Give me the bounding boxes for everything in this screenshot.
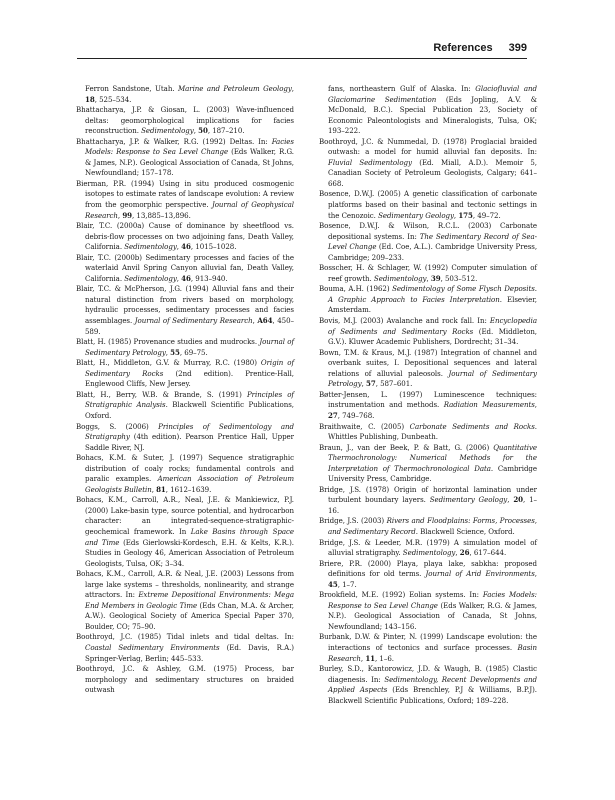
reference-source-title: Extreme Depositional Environments: Mega End Members in Geologic Time xyxy=(85,590,294,610)
reference-source-title: Sedimentology, Recent Developments and Applied Aspects xyxy=(328,674,537,695)
reference-entry xyxy=(76,84,294,105)
reference-source-title: Journal of Arid Environments xyxy=(425,569,535,579)
reference-text: Bosence, D.W.J. & Wilson, R.C.L. (2003) Carbonate depositional systems. In: xyxy=(319,221,537,241)
references-left-column xyxy=(76,84,294,696)
reference-text: Bosscher, H. & Schlager, W. (1992) Computer simulation of reef growth. xyxy=(319,263,537,283)
reference-entry xyxy=(319,538,537,559)
reference-text: (4th edition). Pearson Prentice Hall, Upper Saddle River, NJ. xyxy=(85,432,294,452)
reference-text: Bown, T.M. & Kraus, M.J. (1987) Integration of channel and overbank suites, I. Depositional sequences and lateral relations of alluvial paleosols. xyxy=(319,347,537,378)
reference-entry xyxy=(76,495,294,569)
reference-text: , xyxy=(193,126,199,136)
reference-entry xyxy=(319,284,537,316)
reference-source-title: Encyclopedia of Sediments and Sedimentary Rocks xyxy=(328,316,537,336)
reference-text: . Elsevier, Amsterdam. xyxy=(328,294,537,315)
reference-text: Boothroyd, J.C. & Nummedal, D. (1978) Proglacial braided outwash: a model for humid alluvial fan deposits. In: xyxy=(319,136,537,157)
reference-text: (2nd edition). Prentice-Hall, Englewood Cliffs, New Jersey. xyxy=(85,368,294,389)
reference-source-title: Rivers and Floodplains: Forms, Processes, and Sedimentary Record xyxy=(328,516,537,536)
reference-source-title: Sedimentology xyxy=(402,548,456,558)
reference-volume: 45 xyxy=(328,579,338,589)
reference-text: , xyxy=(507,495,514,505)
reference-entry xyxy=(319,664,537,706)
reference-entry xyxy=(319,422,537,443)
reference-entry xyxy=(76,179,294,221)
reference-text: Bohacs, K.M., Carroll, A.R. & Neal, J.E. (2003) Lessons from large lake systems – thresholds, nonlinearity, and strange attractors. In: xyxy=(76,569,294,600)
reference-text: , xyxy=(151,484,157,494)
running-head-text xyxy=(433,42,527,54)
reference-entry xyxy=(76,390,294,422)
reference-text: , 525–534. xyxy=(94,94,132,104)
reference-text: Bridge, J.S. (1978) Origin of horizontal lamination under turbulent boundary layers. xyxy=(319,484,537,505)
reference-entry xyxy=(319,559,537,591)
reference-text: Bohacs, K.M. & Suter, J. (1997) Sequence stratigraphic distribution of coaly rocks; fundamental controls and paralic examples. xyxy=(76,453,294,484)
reference-entry xyxy=(319,390,537,422)
reference-entry xyxy=(76,422,294,454)
reference-entry xyxy=(319,348,537,390)
reference-entry xyxy=(319,189,537,221)
reference-text: , 913–940. xyxy=(190,273,228,283)
reference-text: (Eds Walker, R.G. & James, N.P.). Geological Association of Canada, St Johns, Newfoundland; 157–178. xyxy=(85,147,294,178)
reference-entry xyxy=(319,263,537,284)
reference-text: (Ed. Coe, A.L.). Cambridge University Press, Cambridge; 209–233. xyxy=(328,242,538,262)
reference-entry xyxy=(319,443,537,485)
reference-text: , 503–512. xyxy=(440,273,478,283)
reference-text: . Blackwell Science, Oxford. xyxy=(415,526,515,536)
reference-text: Blair, T.C. & McPherson, J.G. (1994) Alluvial fans and their natural distinction from rivers based on morphology, hydraulic processes, sedimentary processes and facies assemblages. xyxy=(76,284,294,326)
reference-volume: 46 xyxy=(181,273,191,283)
reference-volume: A64 xyxy=(257,316,273,326)
reference-entry xyxy=(76,358,294,390)
reference-source-title: Principles of Stratigraphic Analysis xyxy=(85,389,294,410)
reference-volume: 46 xyxy=(181,242,191,252)
reference-text: Bovis, M.J. (2003) Avalanche and rock fall. In: xyxy=(319,316,490,326)
reference-entry xyxy=(319,221,537,263)
reference-text: , 587–601. xyxy=(375,379,413,389)
reference-entry xyxy=(76,337,294,358)
reference-text: (Eds Gierlowski-Kordesch, E.H. & Kelts, K.R.). Studies in Geology 46, American Association of Petroleum Geologists, Tulsa, OK; 3–34. xyxy=(85,537,294,568)
reference-text: , 69–75. xyxy=(179,347,208,357)
reference-text: , 749–768. xyxy=(337,410,375,420)
reference-text: Bhattacharya, J.P. & Giosan, L. (2003) Wave-influenced deltas: geomorphological implications for facies reconstruction. xyxy=(76,105,294,136)
reference-text: , xyxy=(455,548,460,558)
reference-text: . Whittles Publishing, Dunbeath. xyxy=(328,421,537,442)
reference-source-title: Quantitative Thermochronology: Numerical Methods for the Interpretation of Thermochronological Data xyxy=(328,442,537,473)
reference-source-title: Journal of Sedimentary Petrology xyxy=(85,337,295,357)
reference-source-title: Sedimentology xyxy=(373,273,427,283)
reference-source-title: Radiation Measurements xyxy=(443,400,535,410)
reference-source-title: Sedimentology xyxy=(124,242,177,252)
reference-text: , 187–210. xyxy=(207,126,245,136)
reference-text: , 13,885–13,896. xyxy=(132,210,191,220)
reference-text: , 1–16. xyxy=(328,495,537,515)
reference-text: Boggs, S. (2006) xyxy=(76,421,159,431)
reference-entry xyxy=(76,105,294,137)
reference-text: Bridge, J.S. (2003) xyxy=(319,516,387,526)
reference-text: . Cambridge University Press, Cambridge. xyxy=(328,463,537,484)
reference-text: Burbank, D.W. & Pinter, N. (1999) Landscape evolution: the interactions of tectonics and surface processes. xyxy=(319,632,537,652)
reference-text: (Ed. Middleton, G.V.). Kluwer Academic Publishers, Dordrecht; 31–34. xyxy=(328,326,537,347)
reference-entry xyxy=(319,590,537,632)
reference-text: (Ed. Miall, A.D.). Memoir 5, Canadian Society of Petroleum Geologists, Calgary; 641–668. xyxy=(328,157,537,188)
reference-text: , 1–7. xyxy=(337,579,357,589)
reference-entry xyxy=(319,485,537,517)
reference-text: (Ed. Davis, R.A.) Springer-Verlag, Berlin; 445–533. xyxy=(85,642,294,663)
reference-text: Bridge, J.S. & Leeder, M.R. (1979) A simulation model of alluvial stratigraphy. xyxy=(319,537,537,558)
reference-entry xyxy=(76,284,294,337)
reference-text: (Eds Chan, M.A. & Archer, A.W.). Geological Society of America Special Paper 370, Boulder, CO; 75–90. xyxy=(85,600,294,631)
reference-text: , xyxy=(252,316,258,326)
references-right-column xyxy=(319,84,537,706)
reference-text: Bouma, A.H. (1962) xyxy=(319,284,393,294)
reference-text: Braithwaite, C. (2005) xyxy=(319,421,410,431)
reference-text: , xyxy=(453,210,459,220)
reference-entry xyxy=(76,453,294,495)
reference-entry xyxy=(319,516,537,537)
reference-source-title: Sedimentology xyxy=(141,126,194,136)
reference-entry xyxy=(76,253,294,285)
reference-entry xyxy=(319,316,537,348)
reference-text: , xyxy=(176,242,182,252)
reference-text: Bierman, P.R. (1994) Using in situ produced cosmogenic isotopes to estimate rates of landscape evolution: A review from the geomorphic perspective. xyxy=(76,178,294,210)
reference-entry xyxy=(319,632,537,664)
running-head xyxy=(0,0,615,62)
reference-entry xyxy=(76,632,294,664)
reference-text: , 1–6. xyxy=(375,653,394,663)
reference-text: , xyxy=(176,273,182,283)
reference-volume: 99 xyxy=(122,210,133,220)
reference-text: Blatt, H., Berry, W.B. & Brande, S. (1991) xyxy=(76,389,247,399)
reference-source-title: Marine and Petroleum Geology xyxy=(177,84,292,93)
reference-text: Bosence, D.W.J. (2005) A genetic classification of carbonate platforms based on their basinal and tectonic settings in the Cenozoic. xyxy=(319,189,537,220)
reference-entry xyxy=(76,137,294,179)
reference-volume: 26 xyxy=(459,548,470,558)
reference-text: , xyxy=(534,569,537,579)
reference-text: , xyxy=(360,653,366,663)
reference-source-title: Journal of Sedimentary Research xyxy=(134,316,253,326)
reference-entry xyxy=(319,84,537,137)
reference-volume: 18 xyxy=(85,94,95,104)
reference-text: Blair, T.C. (2000a) Cause of dominance by sheetflood vs. debris-flow processes on two adjoining fans, Death Valley, California. xyxy=(76,221,294,252)
reference-volume: 27 xyxy=(328,410,338,420)
reference-source-title: The Sedimentary Record of Sea-Level Change xyxy=(328,231,538,252)
reference-source-title: Journal of Geophysical Research xyxy=(85,200,294,220)
reference-text: , 49–72. xyxy=(472,210,501,220)
reference-text: . Blackwell Scientific Publications, Oxford. xyxy=(85,400,294,420)
reference-text: Boothroyd, J.C. & Ashley, G.M. (1975) Process, bar morphology and sedimentary structures on braided outwash xyxy=(76,664,294,695)
reference-text: Bøtter-Jensen, L. (1997) Luminescence techniques: instrumentation and methods. xyxy=(319,389,537,410)
reference-volume: 81 xyxy=(156,484,166,494)
reference-source-title: Origin of Sedimentary Rocks xyxy=(85,358,295,378)
header-rule xyxy=(77,58,527,59)
reference-text: , xyxy=(117,210,123,220)
reference-source-title: American Association of Petroleum Geologists Bulletin xyxy=(85,474,294,494)
reference-source-title: Glaciofluvial and Glaciomarine Sedimentation xyxy=(328,84,537,104)
reference-text: (Eds Brenchley, P.J & Williams, B.P.J). Blackwell Scientific Publications, Oxford; 189–228. xyxy=(328,685,537,705)
reference-text: Briere, P.R. (2000) Playa, playa lake, sabkha: proposed definitions for old terms. xyxy=(319,558,537,579)
reference-text: , xyxy=(165,347,171,357)
reference-source-title: Sedimentary Geology xyxy=(429,495,508,505)
reference-text: fans, northeastern Gulf of Alaska. In: xyxy=(328,84,476,93)
reference-text: Brookfield, M.E. (1992) Eolian systems. In: xyxy=(319,590,483,600)
reference-entry xyxy=(76,569,294,632)
reference-volume: 39 xyxy=(430,273,441,283)
reference-source-title: Coastal Sedimentary Environments xyxy=(85,642,220,652)
reference-text: , xyxy=(291,84,294,93)
page-number: 399 xyxy=(508,42,527,54)
reference-source-title: Sedimentology of Some Flysch Deposits. A Graphic Approach to Facies Interpretation xyxy=(328,284,537,304)
reference-text: Ferron Sandstone, Utah. xyxy=(85,84,178,93)
reference-source-title: Sedimentology xyxy=(124,273,177,283)
reference-text: , xyxy=(426,273,431,283)
reference-text: Blatt, H. (1985) Provenance studies and mudrocks. xyxy=(76,337,260,347)
reference-text: , xyxy=(534,400,537,410)
reference-text: , xyxy=(361,379,366,389)
reference-entry xyxy=(319,137,537,190)
reference-source-title: Basin Research xyxy=(328,642,537,663)
reference-source-title: Fluvial Sedimentology xyxy=(328,157,412,167)
running-head-title: References xyxy=(433,42,493,54)
reference-source-title: Lake Basins through Space and Time xyxy=(85,526,294,547)
reference-volume: 175 xyxy=(458,210,473,220)
reference-source-title: Sedimentary Geology xyxy=(378,210,454,220)
reference-source-title: Carbonate Sediments and Rocks xyxy=(409,421,535,431)
reference-text: , 1015–1028. xyxy=(190,242,237,252)
reference-entry xyxy=(76,221,294,253)
reference-text: Blatt, H., Middleton, G.V. & Murray, R.C. (1980) xyxy=(76,358,261,368)
reference-volume: 55 xyxy=(170,347,180,357)
reference-source-title: Principles of Sedimentology and Stratigraphy xyxy=(85,421,294,442)
reference-text: Bohacs, K.M., Carroll, A.R., Neal, J.E. & Mankiewicz, P.J. (2000) Lake-basin type, source potential, and hydrocarbon character: an integrated-sequence-stratigraphic-geochemical framework. In xyxy=(76,495,294,536)
reference-text: Boothroyd, J.C. (1985) Tidal inlets and tidal deltas. In: xyxy=(76,632,294,642)
reference-volume: 57 xyxy=(365,379,376,389)
reference-text: (Eds Walker, R.G. & James, N.P.). Geological Association of Canada, St Johns, Newfoundland; 143–156. xyxy=(328,600,537,631)
reference-text: , 450–589. xyxy=(85,316,294,336)
reference-volume: 20 xyxy=(513,495,524,505)
reference-text: Bhattacharya, J.P. & Walker, R.G. (1992) Deltas. In: xyxy=(76,136,272,146)
reference-text: Braun, J., van der Beek, P. & Batt, G. (2006) xyxy=(319,442,494,452)
reference-text: Blair, T.C. (2000b) Sedimentary processes and facies of the waterlaid Anvil Spring Canyon alluvial fan, Death Valley, California. xyxy=(76,252,294,283)
reference-source-title: Facies Models: Response to Sea Level Change xyxy=(328,590,537,610)
reference-source-title: Facies Models: Response to Sea Level Change xyxy=(85,136,294,157)
reference-volume: 11 xyxy=(365,653,376,663)
reference-text: (Eds Jopling, A.V. & McDonald, B.C.). Special Publication 23, Society of Economic Paleontologists and Mineralogists, Tulsa, OK; 193–222. xyxy=(328,94,537,136)
reference-entry xyxy=(76,664,294,696)
reference-text: Burley, S.D., Kantorowicz, J.D. & Waugh, B. (1985) Clastic diagenesis. In: xyxy=(319,664,537,684)
reference-volume: 50 xyxy=(198,126,208,136)
reference-text: , 617–644. xyxy=(469,548,507,558)
reference-source-title: Journal of Sedimentary Petrology xyxy=(328,368,537,389)
reference-text: , 1612–1639. xyxy=(165,484,212,494)
